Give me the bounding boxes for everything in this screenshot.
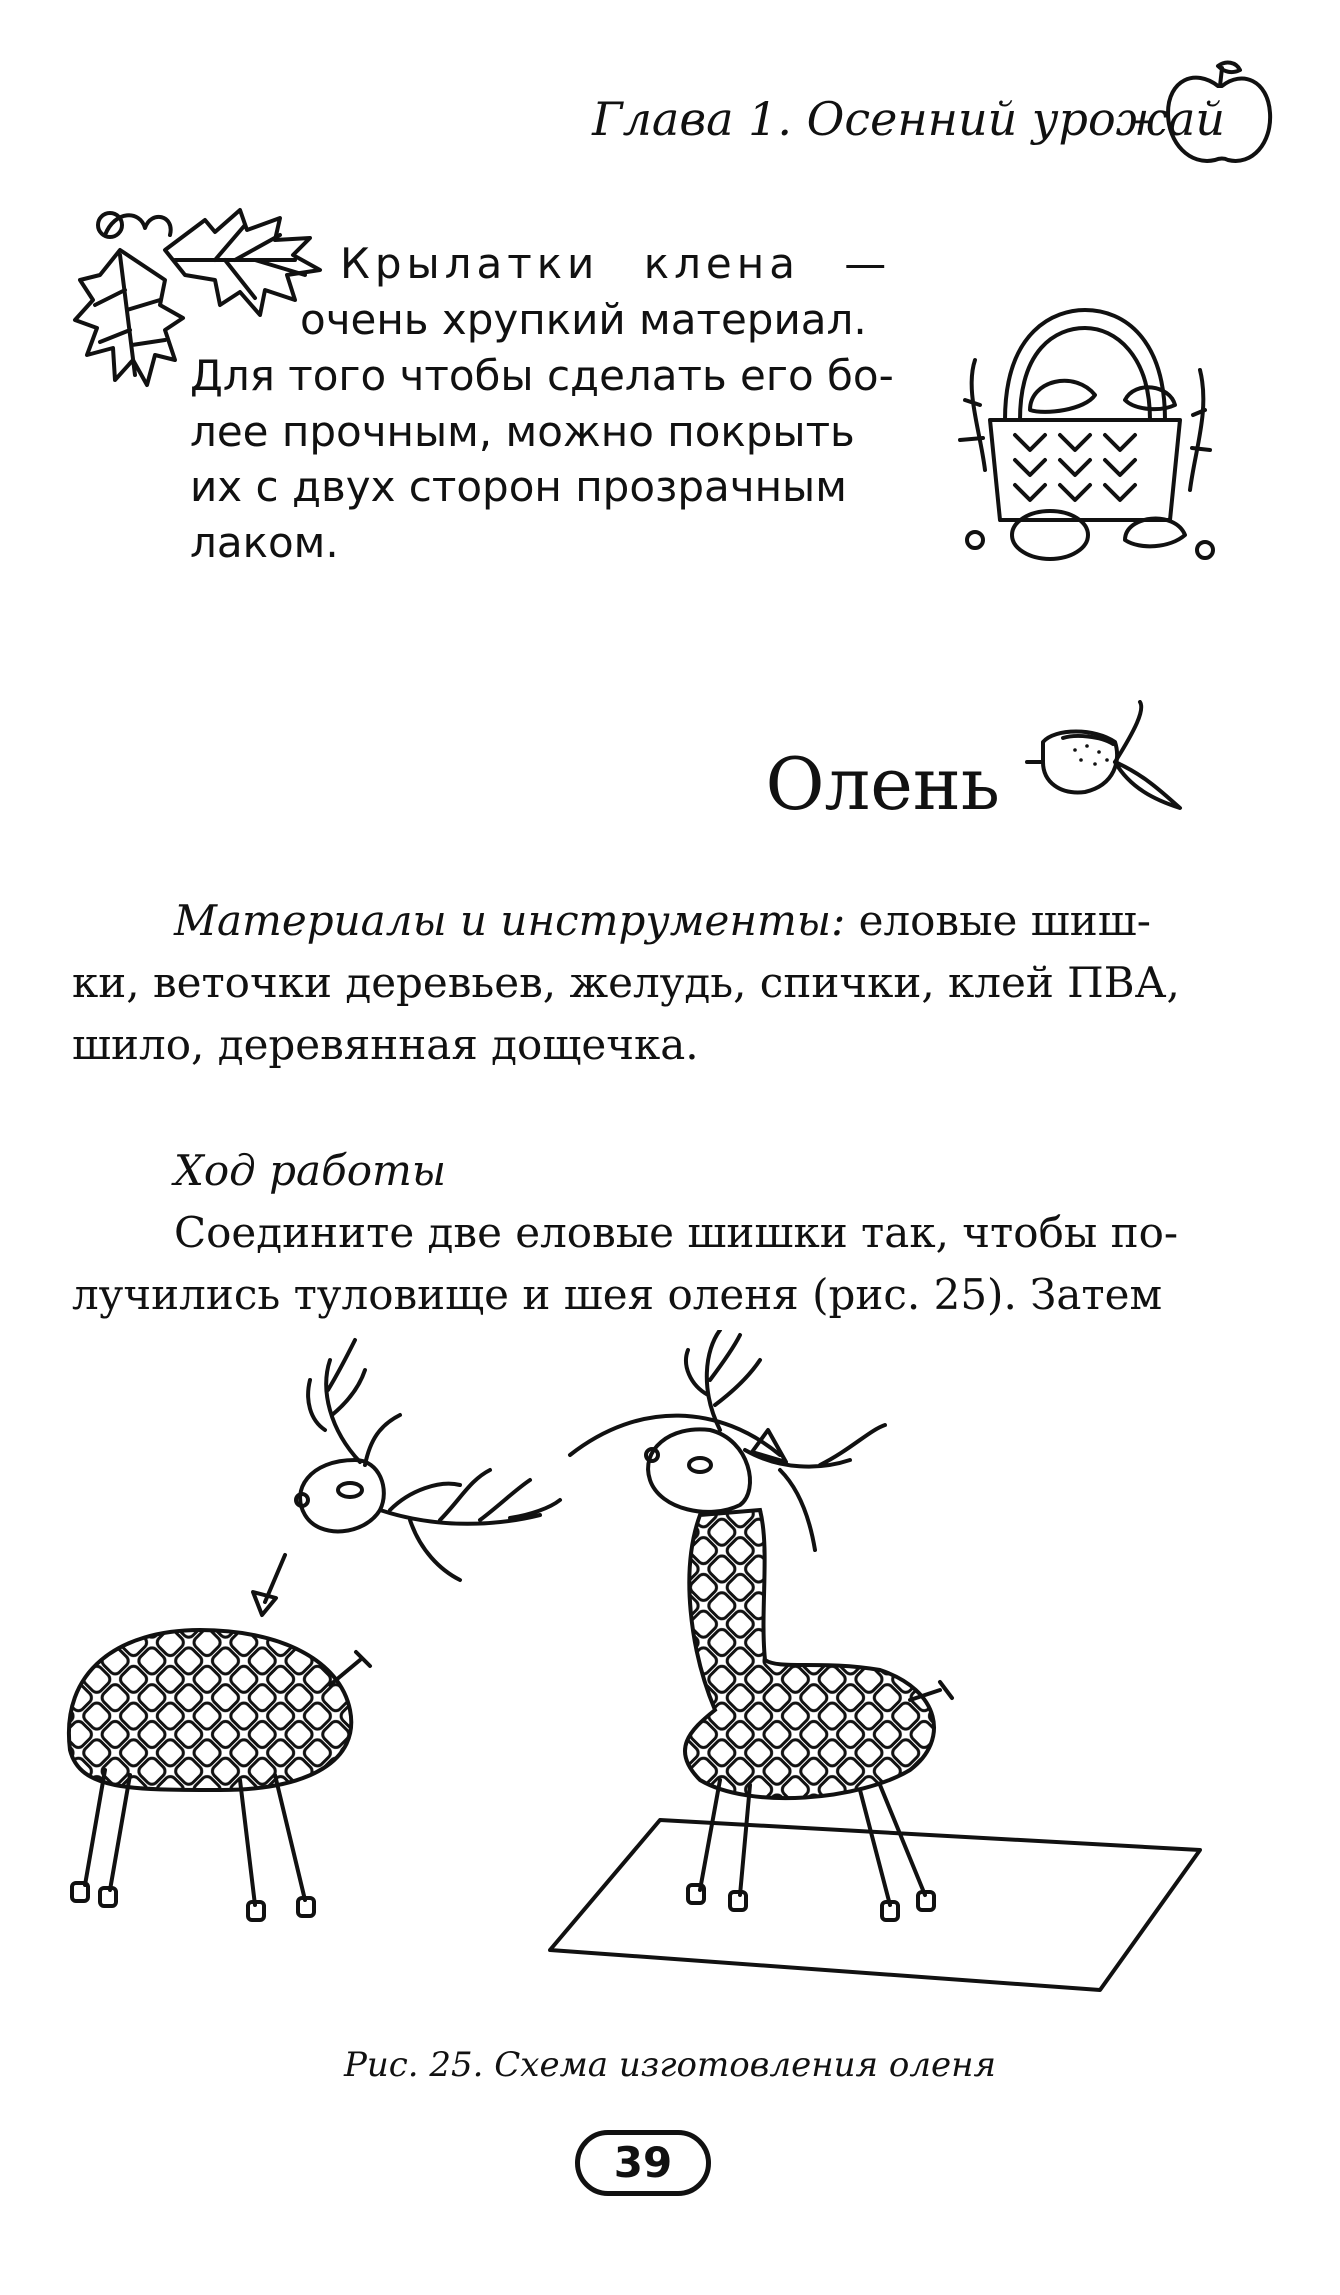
figure-caption: Рис. 25. Схема изготовления оленя: [343, 2045, 996, 2085]
tip-line: Для того чтобы сделать его бо-: [190, 350, 894, 400]
apple-icon: [1160, 58, 1280, 173]
tip-line: лаком.: [190, 518, 339, 568]
running-head: Глава 1. Осенний урожай: [592, 92, 1225, 146]
procedure-text: Соедините две еловые шишки так, чтобы по-: [174, 1208, 1179, 1257]
page-number: 39: [575, 2130, 711, 2196]
maple-tip-paragraph: [190, 236, 894, 571]
procedure-heading: Ход работы: [174, 1146, 447, 1195]
mushroom-basket-illustration: [935, 300, 1235, 580]
tip-line: очень хрупкий материал.: [300, 294, 867, 344]
materials-paragraph: [72, 890, 1227, 1076]
materials-text: ки, веточки деревьев, желудь, спички, клей ПВА,: [72, 958, 1180, 1007]
materials-label: Материалы и инструменты:: [174, 896, 846, 945]
assembled-deer-drawing: [550, 1330, 1200, 1990]
materials-text: шило, деревянная дощечка.: [72, 1020, 699, 1069]
pine-cone-body-drawing: [69, 1630, 370, 1920]
tip-line: их с двух сторон прозрачным: [190, 462, 847, 512]
tip-line: Крылатки клена —: [340, 239, 892, 288]
section-title: Олень: [765, 742, 1000, 826]
tip-line: лее прочным, можно покрыть: [190, 406, 855, 456]
procedure-section: [72, 1140, 1227, 1326]
deer-assembly-figure: [60, 1330, 1270, 2010]
materials-text: еловые шиш-: [845, 896, 1151, 945]
deer-head-drawing: [296, 1340, 560, 1580]
procedure-text: лучились туловище и шея оленя (рис. 25). Затем: [72, 1270, 1163, 1319]
acorn-icon: [1015, 700, 1190, 815]
